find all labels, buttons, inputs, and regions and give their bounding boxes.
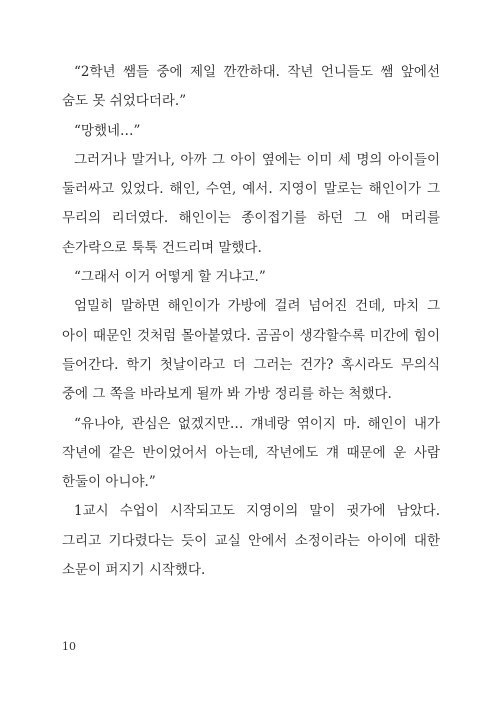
paragraph-3: 그러거나 말거나, 아까 그 아이 옆에는 이미 세 명의 아이들이 둘러싸고 있었다. 해인, 수연, 예서. 지영이 말로는 해인이가 그 무리의 리더였다. 해인이는 종이접기를 하던 그 애 머리를 손가락으로 툭툭 건드리며 말했다. xyxy=(62,151,440,256)
paragraph-1: “2학년 쌤들 중에 제일 깐깐하대. 작년 언니들도 쌤 앞에선 숨도 못 쉬었다더라.” xyxy=(62,64,440,110)
body-text xyxy=(62,58,440,585)
paragraph-4: “그래서 이거 어떻게 할 거냐고.” xyxy=(74,269,266,286)
paragraph-7: 1교시 수업이 시작되고도 지영이의 말이 귓가에 남았다. 그리고 기다렸다는 듯이 교실 안에서 소정이라는 아이에 대한 소문이 퍼지기 시작했다. xyxy=(62,503,440,579)
paragraph-6: “유나야, 관심은 없겠지만… 걔네랑 엮이지 마. 해인이 내가 작년에 같은 반이었어서 아는데, 작년에도 걔 때문에 운 사람 한둘이 아니야.” xyxy=(62,415,440,491)
paragraph-5: 엄밀히 말하면 해인이가 가방에 걸려 넘어진 건데, 마치 그 아이 때문인 것처럼 몰아붙였다. 곰곰이 생각할수록 미간에 힘이 들어간다. 학기 첫날이라고 더 그러는 건가? 혹시라도 무의식 중에 그 쪽을 바라보게 될까 봐 가방 정리를 하는 척했다. xyxy=(62,298,440,403)
page-number: 10 xyxy=(62,640,76,653)
paragraph-2: “망했네…” xyxy=(74,122,141,139)
